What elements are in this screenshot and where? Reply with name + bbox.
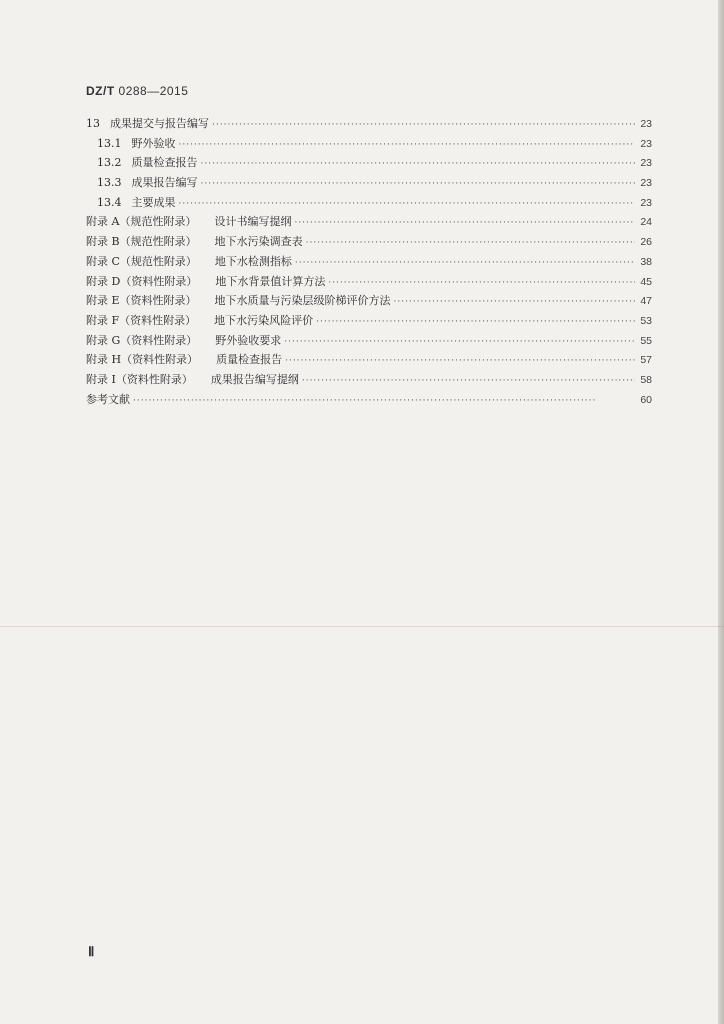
page-number: Ⅱ <box>88 944 95 959</box>
toc-entry-label <box>97 153 198 173</box>
toc-entry-number: 13 <box>86 117 100 130</box>
toc-leader-dots <box>201 175 636 195</box>
toc-entry-page: 45 <box>640 275 652 288</box>
toc-entry-title: 地下水背景值计算方法 <box>215 274 326 288</box>
toc-entry-label <box>86 114 209 134</box>
standard-number: 0288—2015 <box>118 84 189 98</box>
toc-entry-number: 附录 F（资料性附录） <box>86 313 197 327</box>
toc-entry[interactable] <box>86 252 652 272</box>
toc-entry-label <box>86 311 313 331</box>
toc-entry-title: 参考文献 <box>86 392 130 406</box>
toc-leader-dots <box>212 116 635 136</box>
toc-entry-page: 53 <box>640 314 652 327</box>
toc-leader-dots <box>394 293 635 313</box>
toc-entry-label <box>86 252 292 272</box>
toc-entry-number: 13.2 <box>97 156 122 170</box>
toc-entry[interactable] <box>86 114 652 134</box>
toc-entry[interactable] <box>86 134 652 154</box>
toc-entry-label <box>86 370 299 390</box>
toc-entry-title: 质量检查报告 <box>216 353 283 367</box>
toc-entry-number: 附录 H（资料性附录） <box>86 353 199 367</box>
page-edge <box>718 0 724 1024</box>
toc-entry-label <box>86 390 130 410</box>
toc-entry[interactable] <box>86 390 652 410</box>
toc-entry-page: 23 <box>640 177 652 190</box>
toc-entry[interactable] <box>86 291 652 311</box>
toc-entry-page: 24 <box>640 216 652 229</box>
toc-entry-label <box>86 232 303 252</box>
toc-entry-label <box>86 272 325 292</box>
toc-entry-page: 26 <box>640 236 652 249</box>
toc-entry-title: 质量检查报告 <box>131 156 198 170</box>
toc-entry[interactable] <box>86 212 652 232</box>
toc-entry-page: 58 <box>640 373 652 386</box>
scan-artifact-line <box>0 626 724 627</box>
toc-entry[interactable] <box>86 153 652 173</box>
toc-entry-title: 地下水检测指标 <box>214 254 292 268</box>
toc-entry-number: 13.4 <box>97 195 122 209</box>
toc-entry-label <box>97 134 176 154</box>
toc-entry-number: 13.3 <box>97 176 122 190</box>
toc-entry-page: 60 <box>640 393 652 406</box>
standard-code: DZ/T <box>86 84 115 98</box>
toc-entry-number: 附录 G（资料性附录） <box>86 333 198 347</box>
toc-entry-title: 主要成果 <box>131 195 176 209</box>
toc-entry-title: 地下水污染风险评价 <box>214 313 314 327</box>
toc-entry-page: 23 <box>640 196 652 209</box>
toc-entry-title: 设计书编写提纲 <box>214 215 292 229</box>
toc-leader-dots <box>294 214 635 234</box>
table-of-contents <box>86 114 652 409</box>
toc-entry-title: 地下水污染调查表 <box>214 235 303 249</box>
toc-entry-page: 47 <box>640 295 652 308</box>
toc-entry-title: 成果报告编写 <box>131 176 198 190</box>
toc-leader-dots <box>133 392 635 412</box>
toc-leader-dots <box>284 333 635 353</box>
toc-entry-title: 地下水质量与污染层级阶梯评价方法 <box>214 294 391 308</box>
toc-entry-number: 附录 D（资料性附录） <box>86 274 198 288</box>
toc-leader-dots <box>306 234 635 254</box>
toc-entry-page: 23 <box>640 137 652 150</box>
toc-leader-dots <box>302 372 635 392</box>
toc-entry-number: 附录 B（规范性附录） <box>86 235 197 249</box>
toc-entry-title: 野外验收 <box>131 136 176 150</box>
toc-entry[interactable] <box>86 272 652 292</box>
toc-entry-label <box>97 193 176 213</box>
toc-entry-label <box>86 350 282 370</box>
toc-entry[interactable] <box>86 232 652 252</box>
document-header <box>86 84 188 98</box>
toc-leader-dots <box>179 136 636 156</box>
toc-entry-label <box>97 173 198 193</box>
toc-entry-label <box>86 212 291 232</box>
toc-entry-number: 13.1 <box>97 136 122 150</box>
toc-leader-dots <box>316 313 635 333</box>
toc-entry-page: 57 <box>640 354 652 367</box>
toc-entry[interactable] <box>86 370 652 390</box>
toc-entry[interactable] <box>86 331 652 351</box>
toc-entry[interactable] <box>86 173 652 193</box>
toc-entry[interactable] <box>86 350 652 370</box>
toc-entry-number: 附录 C（规范性附录） <box>86 254 197 268</box>
toc-entry-title: 野外验收要求 <box>215 333 282 347</box>
toc-entry-number: 附录 A（规范性附录） <box>86 215 197 229</box>
toc-leader-dots <box>295 254 635 274</box>
toc-entry-page: 23 <box>640 118 652 130</box>
toc-leader-dots <box>285 352 635 372</box>
toc-entry[interactable] <box>86 311 652 331</box>
toc-entry-page: 55 <box>640 334 652 347</box>
toc-entry-title: 成果报告编写提纲 <box>210 372 299 386</box>
toc-entry-number: 附录 E（资料性附录） <box>86 294 197 308</box>
toc-entry-label <box>86 291 391 311</box>
toc-entry[interactable] <box>86 193 652 213</box>
toc-entry-page: 38 <box>640 255 652 268</box>
toc-entry-title: 成果提交与报告编写 <box>110 117 209 130</box>
toc-leader-dots <box>201 155 636 175</box>
toc-entry-number: 附录 I（资料性附录） <box>86 372 193 386</box>
toc-entry-label <box>86 331 281 351</box>
toc-entry-page: 23 <box>640 157 652 170</box>
